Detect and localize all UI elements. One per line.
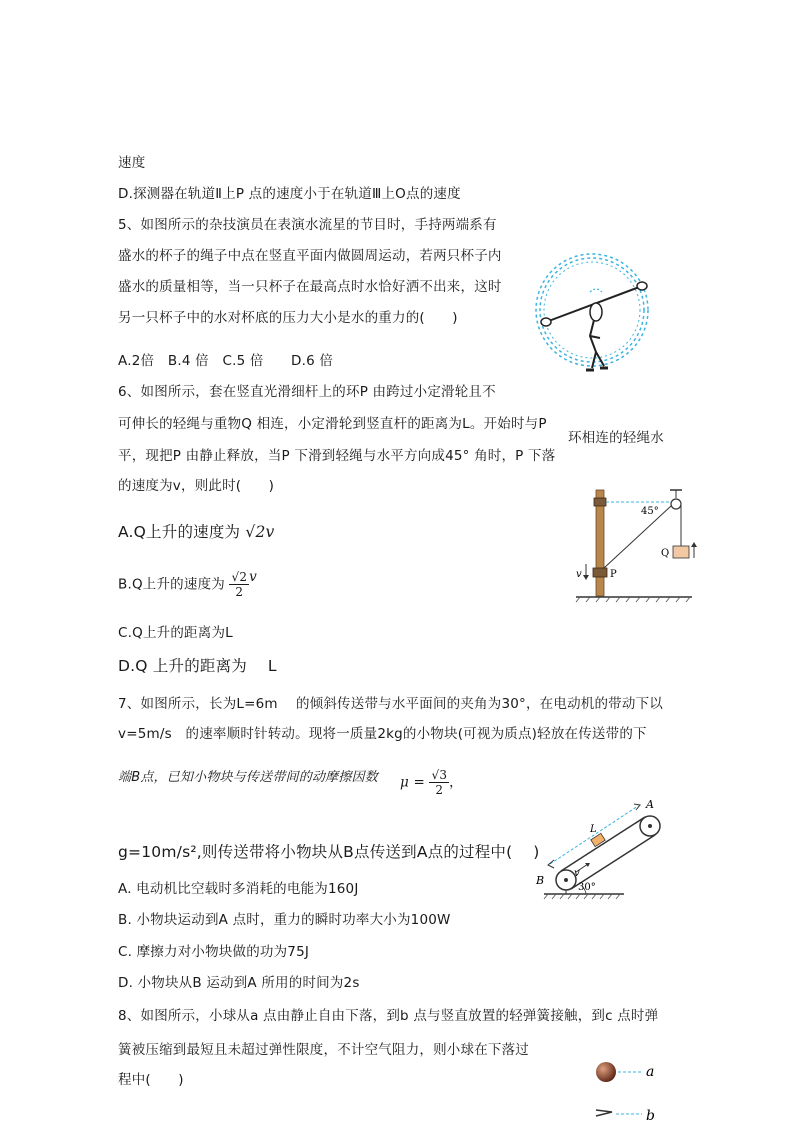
fraction-denominator: 2: [435, 783, 444, 797]
point-a-label: A: [646, 798, 654, 811]
point-a-label: a: [646, 1064, 655, 1080]
option-7a: A. 电动机比空载时多消耗的电能为160J: [118, 881, 359, 897]
text-line: 另一只杯子中的水对杯底的压力大小是水的重力的( ): [118, 310, 458, 326]
text-line: 环相连的轻绳水: [568, 430, 664, 446]
mu-fraction: [429, 768, 449, 797]
option-6d: D.Q 上升的距离为 L: [118, 657, 277, 675]
text-line: 的速度为v，则此时( ): [118, 478, 275, 494]
mu-symbol: μ =: [400, 774, 425, 791]
ring-p-label: P: [610, 569, 617, 580]
text-line: g=10m/s²,则传送带将小物块从B点传送到A点的过程中( ): [118, 843, 540, 861]
option-7c: C. 摩擦力对小物块做的功为75J: [118, 944, 310, 960]
conveyor-belt-figure: [530, 798, 670, 902]
angle-45-label: 45°: [641, 506, 659, 517]
ball-spring-figure: [584, 1056, 674, 1122]
mu-formula: [400, 768, 463, 808]
speed-v-label: v: [574, 868, 580, 879]
option-6b-var: v: [249, 568, 257, 585]
point-b-label: b: [646, 1108, 655, 1122]
question-8-stem: 8、如图所示，小球从a 点由静止自由下落，到b 点与竖直放置的轻弹簧接触，到c 点时弹: [118, 1008, 659, 1024]
option-7b: B. 小物块运动到A 点时，重力的瞬时功率大小为100W: [118, 912, 451, 928]
option-6b-text: B.Q上升的速度为: [118, 576, 225, 593]
text-line: D.探测器在轨道Ⅱ上P 点的速度小于在轨道Ⅲ上O点的速度: [118, 186, 461, 202]
text-line: 程中( ): [118, 1072, 184, 1088]
text-line: 平，现把P 由静止释放，当P 下滑到轻绳与水平方向成45° 角时，P 下落: [118, 448, 556, 464]
pulley-rod-figure: [570, 484, 700, 606]
question-7-stem: 7、如图所示，长为L=6m 的倾斜传送带与水平面间的夹角为30°，在电动机的带动下以: [118, 696, 663, 712]
question-6-stem: 6、如图所示，套在竖直光滑细杆上的环P 由跨过小定滑轮且不: [118, 384, 496, 400]
fraction-numerator: √3: [431, 768, 448, 782]
option-6b: [118, 570, 257, 606]
option-6b-fraction: [229, 570, 249, 599]
angle-30-label: 30°: [578, 882, 596, 893]
text-line: 簧被压缩到最短且未超过弹性限度，不计空气阻力，则小球在下落过: [118, 1042, 529, 1058]
text-line: v=5m/s 的速率顺时针转动。现将一质量2kg的小物块(可视为质点)轻放在传送带的下: [118, 726, 647, 742]
speed-v-label: v: [576, 569, 582, 580]
question-5-stem: 5、如图所示的杂技演员在表演水流星的节目时，手持两端系有: [118, 217, 497, 233]
comma: ，: [449, 774, 463, 791]
text-line: 端B点，已知小物块与传送带间的动摩擦因数: [118, 770, 378, 785]
option-6c: C.Q上升的距离为L: [118, 625, 233, 641]
option-6a-value: √2v: [245, 523, 275, 541]
water-meteor-figure: [530, 236, 660, 388]
text-line: 盛水的杯子的绳子中点在竖直平面内做圆周运动，若两只杯子内: [118, 248, 502, 264]
option-7d: D. 小物块从B 运动到A 所用的时间为2s: [118, 975, 360, 991]
text-line: 可伸长的轻绳与重物Q 相连，小定滑轮到竖直杆的距离为L。开始时与P: [118, 416, 547, 432]
fraction-numerator: √2: [231, 570, 248, 584]
text-line: 速度: [118, 155, 146, 171]
length-l-label: L: [590, 824, 597, 835]
option-6a-text: A.Q上升的速度为: [118, 523, 246, 541]
question-5-options: A.2倍 B.4 倍 C.5 倍 D.6 倍: [118, 353, 334, 369]
option-6a: [118, 522, 275, 542]
weight-q-label: Q: [661, 548, 670, 559]
point-b-label: B: [536, 874, 545, 887]
text-line: 盛水的质量相等，当一只杯子在最高点时水恰好洒不出来，这时: [118, 279, 502, 295]
fraction-denominator: 2: [235, 585, 244, 599]
